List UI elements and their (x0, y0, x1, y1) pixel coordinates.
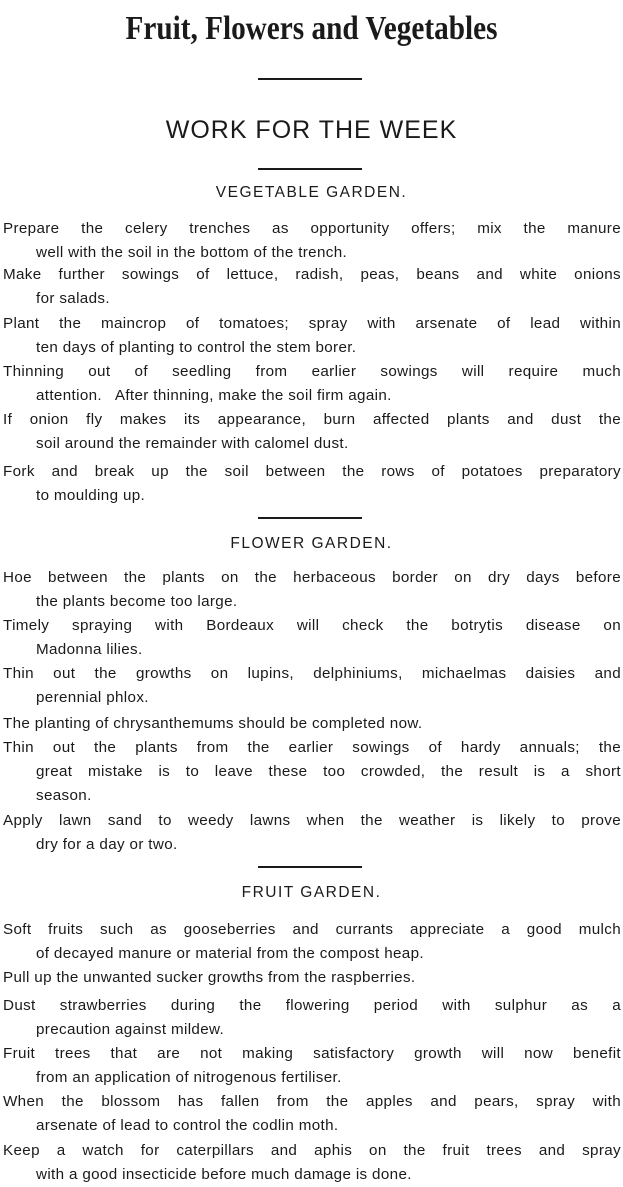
item-line: the plants become too large. (36, 593, 238, 610)
item-line: Soft fruits such as gooseberries and currants appreciate a good mulch (3, 921, 621, 938)
item-line: Prepare the celery trenches as opportunity offers; mix the manure (3, 220, 621, 237)
fruit-item (3, 1139, 621, 1187)
vegetable-item (3, 312, 621, 360)
flower-item (3, 809, 621, 857)
item-line: of decayed manure or material from the compost heap. (36, 945, 424, 962)
item-line: Keep a watch for caterpillars and aphis on the fruit trees and spray (3, 1142, 621, 1159)
section-heading-flower: FLOWER GARDEN. (230, 535, 393, 552)
item-line: Fork and break up the soil between the rows of potatoes preparatory (3, 463, 621, 480)
section-rule (258, 517, 362, 519)
item-line: great mistake is to leave these too crowded, the result is a short (36, 763, 621, 780)
item-line: Apply lawn sand to weedy lawns when the weather is likely to prove (3, 812, 621, 829)
vegetable-item (3, 217, 621, 265)
subtitle: WORK FOR THE WEEK (165, 116, 458, 144)
item-line: Timely spraying with Bordeaux will check the botrytis disease on (3, 617, 621, 634)
vegetable-item (3, 408, 621, 456)
section-heading-vegetable: VEGETABLE GARDEN. (215, 184, 408, 201)
item-line: If onion fly makes its appearance, burn affected plants and dust the (3, 411, 621, 428)
item-line: Pull up the unwanted sucker growths from the raspberries. (3, 969, 416, 986)
item-line: Plant the maincrop of tomatoes; spray with arsenate of lead within (3, 315, 621, 332)
subtitle-rule (258, 168, 362, 170)
flower-item (3, 712, 621, 736)
section-heading-fruit: FRUIT GARDEN. (241, 884, 382, 901)
item-line: for salads. (36, 290, 110, 307)
item-line: from an application of nitrogenous fertiliser. (36, 1069, 342, 1086)
vegetable-item (3, 263, 621, 311)
item-line: arsenate of lead to control the codlin moth. (36, 1117, 339, 1134)
item-line: Thinning out of seedling from earlier sowings will require much (3, 363, 621, 380)
item-line: Thin out the plants from the earlier sowings of hardy annuals; the (3, 739, 621, 756)
title-rule (258, 78, 362, 80)
flower-item (3, 736, 621, 808)
item-line: ten days of planting to control the stem borer. (36, 339, 357, 356)
item-line: Hoe between the plants on the herbaceous border on dry days before (3, 569, 621, 586)
item-line: season. (36, 787, 92, 804)
fruit-item (3, 966, 621, 990)
flower-item (3, 566, 621, 614)
fruit-item (3, 1090, 621, 1138)
vegetable-item (3, 460, 621, 508)
item-line: When the blossom has fallen from the apples and pears, spray with (3, 1093, 621, 1110)
masthead-title: Fruit, Flowers and Vegetables (125, 10, 498, 47)
item-line: dry for a day or two. (36, 836, 178, 853)
flower-item (3, 662, 621, 710)
item-line: precaution against mildew. (36, 1021, 225, 1038)
item-line: perennial phlox. (36, 689, 149, 706)
item-line: to moulding up. (36, 487, 146, 504)
item-line: Make further sowings of lettuce, radish, peas, beans and white onions (3, 266, 621, 283)
item-line: with a good insecticide before much damage is done. (36, 1166, 412, 1183)
flower-item (3, 614, 621, 662)
item-line: The planting of chrysanthemums should be completed now. (3, 715, 423, 732)
fruit-item (3, 994, 621, 1042)
vegetable-item (3, 360, 621, 408)
item-line: Fruit trees that are not making satisfactory growth will now benefit (3, 1045, 621, 1062)
item-line: Madonna lilies. (36, 641, 143, 658)
item-line: attention. After thinning, make the soil firm again. (36, 387, 392, 404)
item-line: well with the soil in the bottom of the trench. (36, 244, 348, 261)
item-line: Dust strawberries during the flowering period with sulphur as a (3, 997, 621, 1014)
fruit-item (3, 918, 621, 966)
item-line: Thin out the growths on lupins, delphiniums, michaelmas daisies and (3, 665, 621, 682)
fruit-item (3, 1042, 621, 1090)
section-rule (258, 866, 362, 868)
item-line: soil around the remainder with calomel dust. (36, 435, 349, 452)
